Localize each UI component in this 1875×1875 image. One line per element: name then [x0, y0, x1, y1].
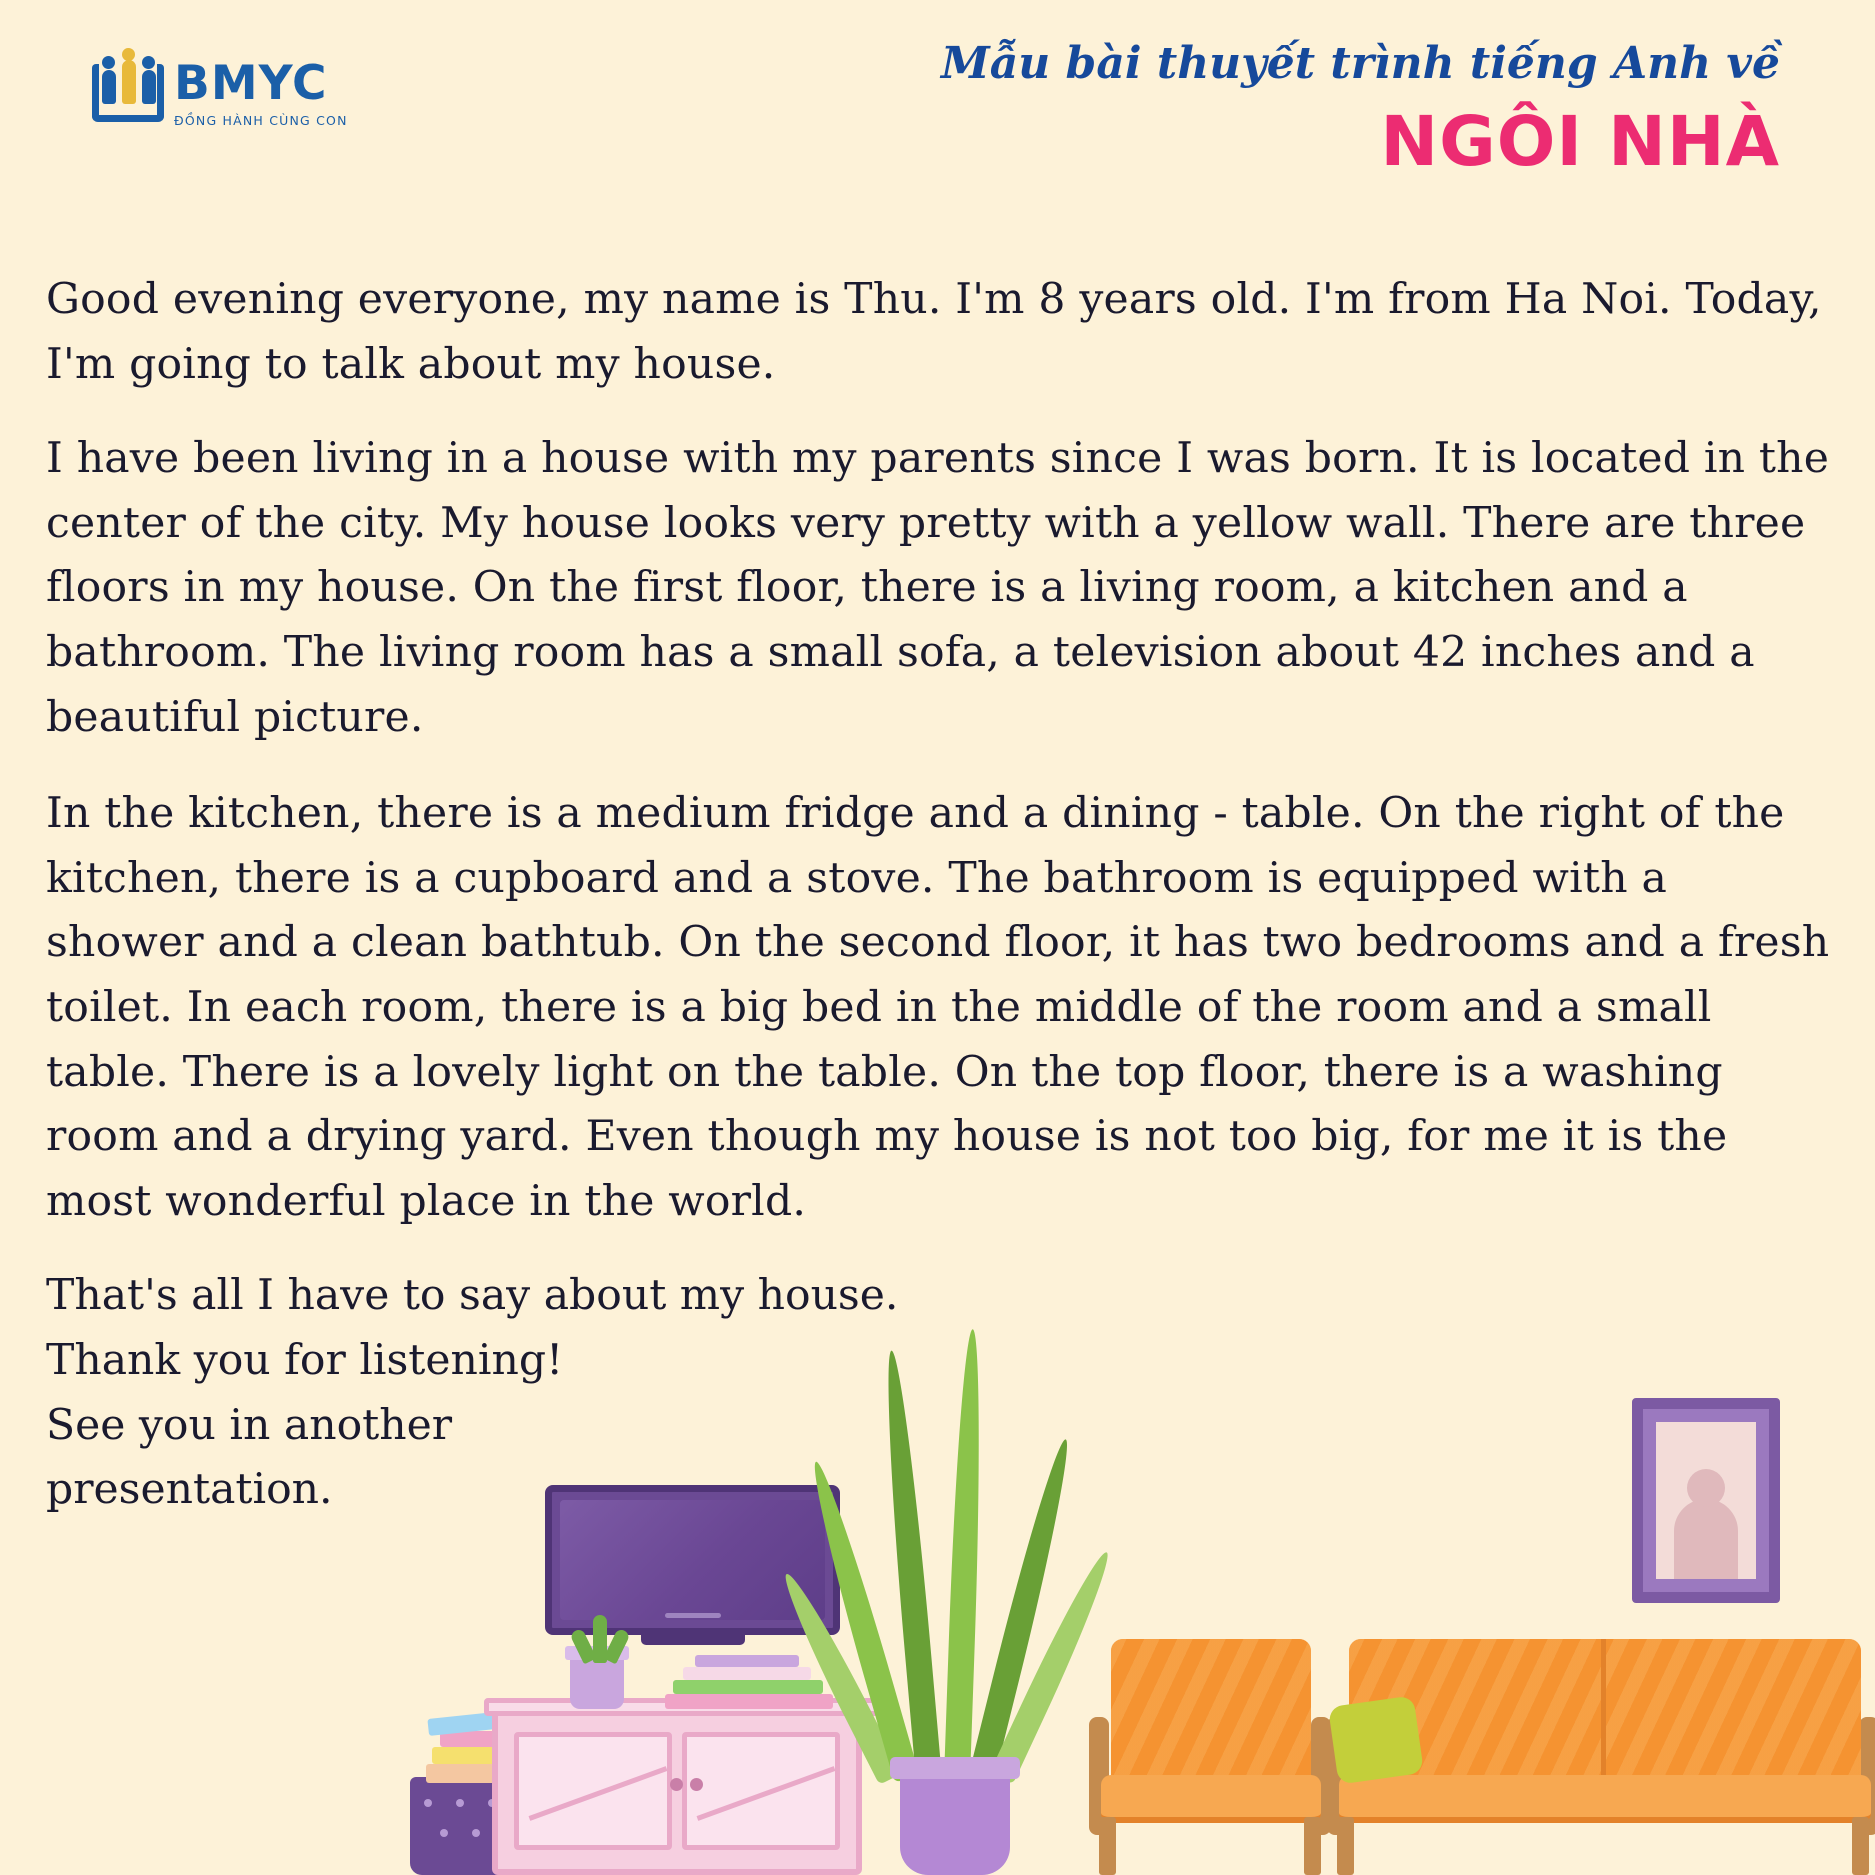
- seating-group: [1085, 1605, 1875, 1875]
- page-title: [941, 38, 1780, 183]
- snake-plant-icon: [870, 1329, 1050, 1779]
- cabinet-door-left: [514, 1732, 672, 1850]
- tv-speaker-bar: [665, 1613, 721, 1618]
- title-subtitle: Mẫu bài thuyết trình tiếng Anh về: [941, 38, 1780, 89]
- tv-cabinet-icon: [492, 1710, 862, 1875]
- armchair-icon: [1085, 1607, 1335, 1875]
- sofa-seam: [1601, 1639, 1606, 1783]
- books-on-cabinet-icon: [665, 1653, 835, 1709]
- sofa-leg-left: [1337, 1817, 1354, 1875]
- portrait-silhouette-icon: [1674, 1499, 1738, 1579]
- armchair-cushion: [1101, 1775, 1321, 1823]
- paragraph-3: In the kitchen, there is a medium fridge and a dining - table. On the right of the kitchen, there is a cupboard and a stove. The bathroom is equipped with a shower and a clean bathtub. On the second floor, it has two bedrooms and a fresh toilet. In each room, there is a big bed in the middle of the room and a small table. There is a lovely light on the table. On the top floor, there is a washing room and a drying yard. Even though my house is not too big, for me it is the most wonderful place in the world.: [46, 789, 1830, 1226]
- living-room-illustration: [470, 1315, 1875, 1875]
- closing-line-4: presentation.: [46, 1465, 333, 1515]
- sofa-cushion: [1339, 1775, 1871, 1823]
- cabinet-door-right: [682, 1732, 840, 1850]
- paragraph-1: Good evening everyone, my name is Thu. I'm 8 years old. I'm from Ha Noi. Today, I'm going to talk about my house.: [46, 275, 1822, 389]
- closing-line-1: That's all I have to say about my house.: [46, 1271, 899, 1321]
- cushion-icon: [1328, 1695, 1424, 1784]
- poster-header: [0, 0, 1875, 250]
- brand-tagline: ĐỒNG HÀNH CÙNG CON: [174, 113, 348, 128]
- paragraph-2: I have been living in a house with my parents since I was born. It is located in the center of the city. My house looks very pretty with a yellow wall. There are three floors in my house. On the first floor, there is a living room, a kitchen and a bathroom. The living room has a small sofa, a television about 42 inches and a beautiful picture.: [46, 434, 1830, 742]
- closing-line-2: Thank you for listening!: [46, 1335, 564, 1385]
- brand-name: BMYC: [174, 56, 328, 111]
- sofa-leg-right: [1852, 1817, 1869, 1875]
- picture-frame-icon: [1632, 1398, 1780, 1603]
- tv-screen: [560, 1500, 825, 1620]
- brand-logo[interactable]: [92, 48, 348, 128]
- cabinet-knob-right: [690, 1778, 703, 1791]
- armchair-back: [1111, 1639, 1311, 1789]
- house-with-three-people-icon: [92, 48, 164, 122]
- closing-line-3: See you in another: [46, 1400, 453, 1450]
- cabinet-knob-left: [670, 1778, 683, 1791]
- potted-succulent-icon: [574, 1613, 626, 1663]
- armchair-leg-right: [1304, 1817, 1321, 1875]
- frame-mat: [1656, 1422, 1756, 1579]
- tv-stand: [641, 1628, 745, 1645]
- armchair-leg-left: [1099, 1817, 1116, 1875]
- title-main: NGÔI NHÀ: [1380, 102, 1780, 183]
- plant-pot-icon: [900, 1771, 1010, 1875]
